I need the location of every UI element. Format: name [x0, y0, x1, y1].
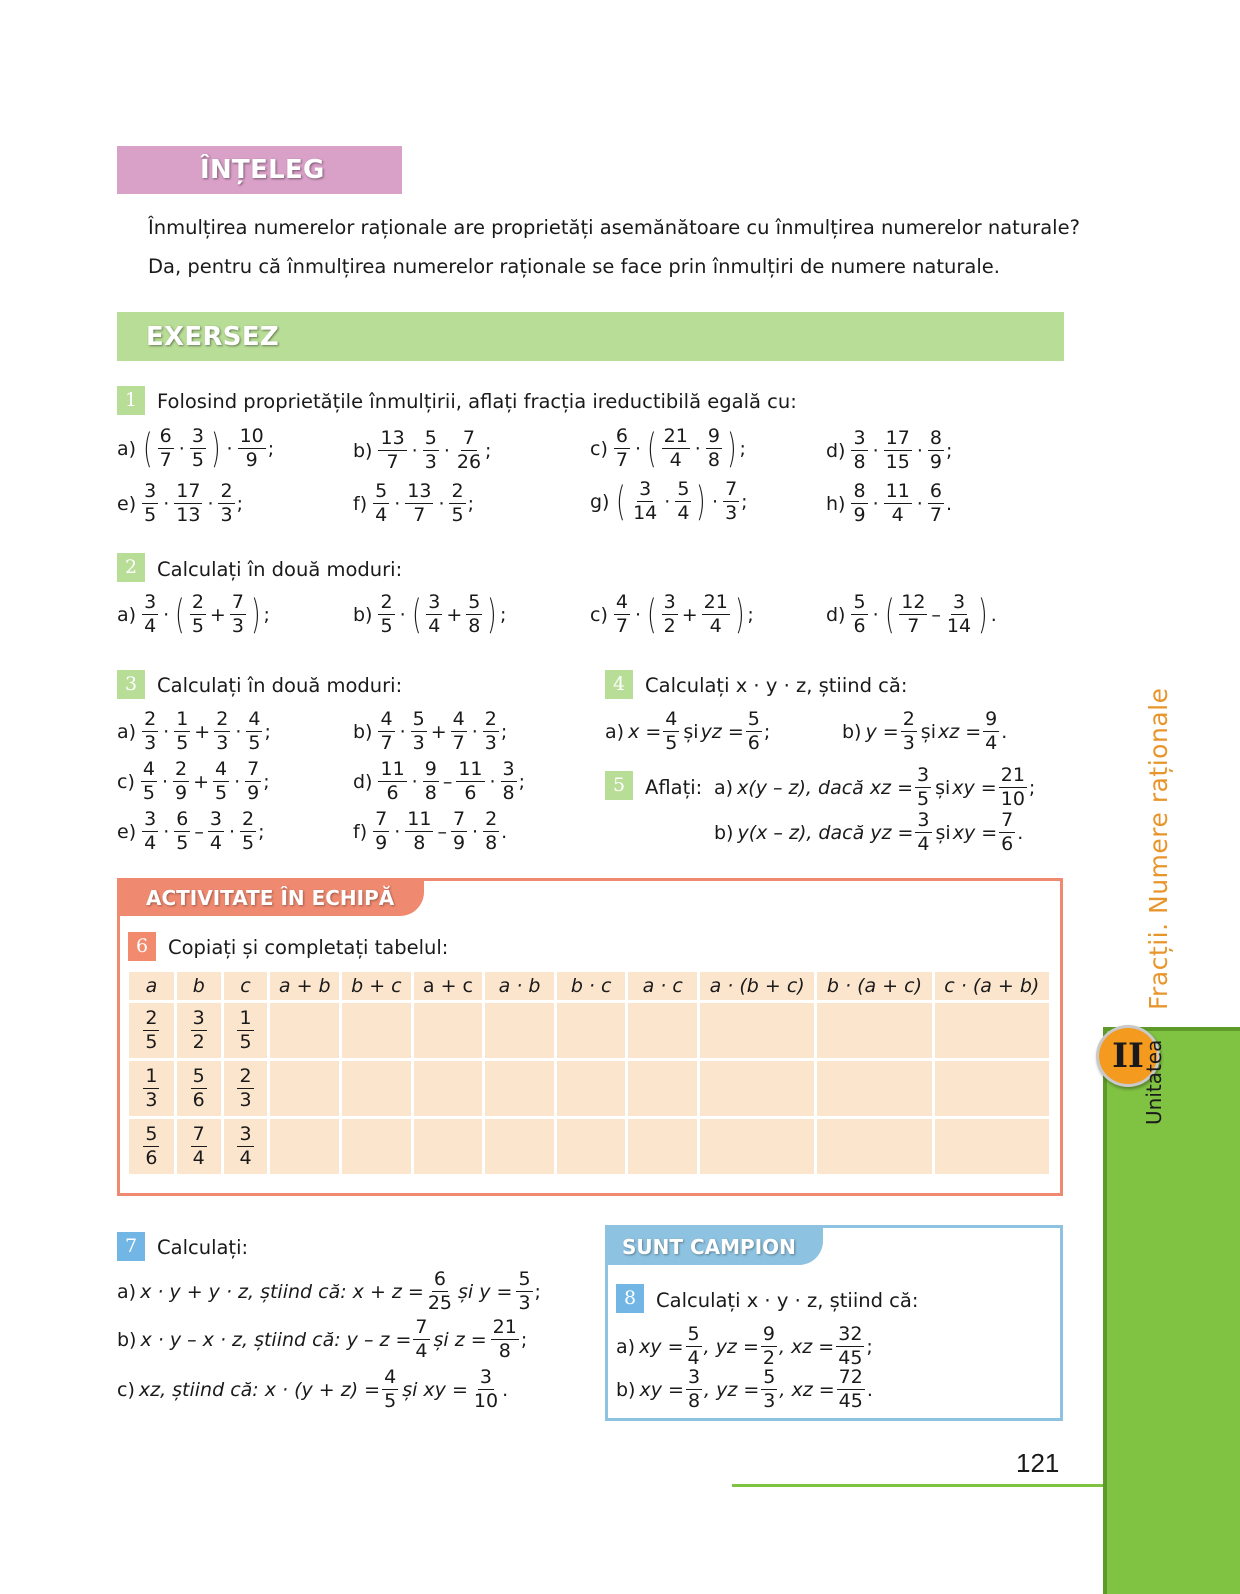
fraction: $\frac{3}{4}$	[209, 808, 222, 854]
table-cell-empty	[414, 1119, 483, 1174]
fraction: $\frac{5}{8}$	[468, 591, 481, 637]
inteleg-paragraph-1: Înmulțirea numerelor raționale are proprietăți asemănătoare cu înmulțirea numerelor naturale?	[148, 216, 1080, 239]
exercise-1e: e) $\frac{3}{5}$ · $\frac{17}{13}$ · $\frac{2}{3}$ ;	[117, 480, 243, 526]
item-label: a)	[117, 1280, 137, 1303]
paren-close: )	[727, 425, 737, 472]
table-cell-empty	[485, 1061, 554, 1116]
page-number: 121	[1016, 1448, 1060, 1478]
exercise-2-number: 2	[117, 553, 145, 582]
fraction: $\frac{11}{4}$	[885, 480, 910, 526]
paren-open: (	[647, 425, 657, 472]
exercise-4b: b) y = $\frac{2}{3}$ și xz = $\frac{9}{4}$ .	[842, 708, 1008, 754]
table-header-cell: b	[177, 972, 221, 1000]
fraction: $\frac{5}{3}$	[424, 427, 437, 473]
fraction: $\frac{4}{5}$	[248, 708, 261, 754]
paren-open: (	[884, 591, 895, 638]
table-cell-empty	[628, 1061, 697, 1116]
table-header-cell: a + b	[270, 972, 339, 1000]
exercise-2c: c) $\frac{4}{7}$ · ( $\frac{3}{2}$ + $\frac{21}{4}$ ) ;	[590, 591, 754, 638]
fraction: $\frac{5}{3}$	[518, 1268, 531, 1314]
fraction: $\frac{3}{8}$	[853, 427, 866, 473]
fraction: $\frac{5}{6}$	[853, 591, 866, 637]
item-label: b)	[117, 1328, 137, 1351]
table-cell: $\frac{1}{3}$	[129, 1061, 174, 1116]
table-cell-empty	[557, 1061, 626, 1116]
table-header-cell: a	[129, 972, 174, 1000]
paren-open: (	[175, 591, 185, 638]
fraction: $\frac{3}{8}$	[687, 1366, 701, 1412]
sidebar-title: Fracții. Numere raționale	[1144, 687, 1173, 1010]
fraction: $\frac{3}{2}$	[663, 591, 676, 637]
exercise-1h: h) $\frac{8}{9}$ · $\frac{11}{4}$ · $\frac{6}{7}$ .	[826, 480, 952, 526]
fraction: $\frac{2}{5}$	[451, 480, 464, 526]
table-cell-empty	[414, 1003, 483, 1058]
exercise-2-statement: Calculați în două moduri:	[157, 558, 403, 581]
fraction: $\frac{4}{7}$	[452, 708, 465, 754]
exersez-title: EXERSEZ	[146, 322, 280, 352]
fraction: $\frac{7}{9}$	[247, 758, 260, 804]
table-header-cell: a · b	[485, 972, 554, 1000]
paren-close: )	[487, 591, 497, 638]
fraction: $\frac{5}{4}$	[375, 480, 388, 526]
exercise-1-statement: Folosind proprietățile înmulțirii, aflați fracția ireductibilă egală cu:	[157, 390, 797, 413]
fraction: $\frac{12}{7}$	[901, 591, 926, 637]
exercise-8-number: 8	[616, 1284, 644, 1313]
fraction: $\frac{3}{4}$	[917, 809, 930, 855]
item-label: a)	[117, 603, 137, 626]
fraction: $\frac{4}{5}$	[665, 708, 678, 754]
item-label: c)	[590, 603, 608, 626]
exercise-1b: b) $\frac{13}{7}$ · $\frac{5}{3}$ · $\frac{7}{26}$ ;	[353, 427, 492, 473]
fraction: $\frac{21}{4}$	[703, 591, 728, 637]
exercise-1g: g) ( $\frac{3}{14}$ · $\frac{5}{4}$ ) · $\frac{7}{3}$ ;	[590, 478, 748, 525]
exercise-3d: d) $\frac{11}{6}$ · $\frac{9}{8}$ – $\frac{11}{6}$ · $\frac{3}{8}$ ;	[353, 758, 526, 804]
fraction: $\frac{2}{9}$	[175, 758, 188, 804]
paren-close: )	[978, 591, 988, 638]
exercise-4-statement: Calculați x · y · z, știind că:	[645, 674, 908, 697]
table-cell-empty	[270, 1003, 339, 1058]
table-cell-empty	[557, 1003, 626, 1058]
table-cell-empty	[414, 1061, 483, 1116]
exercise-8a: a) xy = $\frac{5}{4}$ , yz = $\frac{9}{2}$ , xz = $\frac{32}{45}$ ;	[616, 1323, 873, 1369]
fraction: $\frac{21}{8}$	[492, 1316, 517, 1362]
item-label: b)	[353, 439, 373, 462]
fraction: $\frac{8}{9}$	[853, 480, 866, 526]
table-cell-empty	[700, 1003, 814, 1058]
fraction: $\frac{7}{4}$	[415, 1316, 428, 1362]
item-label: h)	[826, 492, 846, 515]
exercise-7c: c) xz, știind că: x · (y + z) = $\frac{4}{5}$ și xy = $\frac{3}{10}$ .	[117, 1366, 509, 1412]
table-cell-empty	[935, 1003, 1049, 1058]
sidebar-green-panel	[1103, 1027, 1240, 1594]
fraction: $\frac{4}{5}$	[142, 758, 155, 804]
unit-numeral: II	[1112, 1036, 1144, 1076]
fraction: $\frac{6}{7}$	[159, 425, 172, 471]
exercise-2d: d) $\frac{5}{6}$ · ( $\frac{12}{7}$ – $\frac{3}{14}$ ) .	[826, 591, 997, 638]
exercise-4a: a) x = $\frac{4}{5}$ și yz = $\frac{5}{6}$ ;	[605, 708, 771, 754]
table-cell-empty	[485, 1119, 554, 1174]
table-cell-empty	[628, 1003, 697, 1058]
table-cell-empty	[342, 1119, 411, 1174]
table-cell-empty	[270, 1119, 339, 1174]
exercise-7b: b) x · y – x · z, știind că: y – z = $\frac{7}{4}$ și z = $\frac{21}{8}$ ;	[117, 1316, 528, 1362]
fraction: $\frac{7}{3}$	[231, 591, 244, 637]
table-cell-empty	[817, 1119, 931, 1174]
item-label: a)	[714, 776, 734, 799]
item-label: f)	[353, 492, 368, 515]
item-label: d)	[826, 603, 846, 626]
fraction: $\frac{4}{5}$	[384, 1366, 397, 1412]
inteleg-title: ÎNȚELEG	[200, 155, 325, 185]
inteleg-paragraph-2: Da, pentru că înmulțirea numerelor raționale se face prin înmulțiri de numere naturale.	[148, 255, 1000, 278]
exercise-6-statement: Copiați și completați tabelul:	[168, 936, 449, 959]
item-label: b)	[353, 720, 373, 743]
item-label: d)	[353, 770, 373, 793]
item-label: a)	[117, 720, 137, 743]
table-cell: $\frac{1}{5}$	[224, 1003, 268, 1058]
fraction: $\frac{2}{3}$	[216, 708, 229, 754]
exercise-1-number: 1	[117, 386, 145, 415]
paren-open: (	[411, 591, 422, 638]
table-row	[129, 1119, 1049, 1174]
fraction: $\frac{3}{4}$	[428, 591, 441, 637]
fraction: $\frac{2}{5}$	[191, 591, 204, 637]
item-label: d)	[826, 439, 846, 462]
fraction: $\frac{3}{8}$	[502, 758, 515, 804]
table-cell: $\frac{3}{2}$	[177, 1003, 221, 1058]
table-cell: $\frac{3}{4}$	[224, 1119, 268, 1174]
exercise-5a: a) x(y – z), dacă xz = $\frac{3}{5}$ și xy = $\frac{21}{10}$ ;	[714, 764, 1036, 810]
exercise-4-number: 4	[605, 670, 633, 699]
fraction: $\frac{2}{5}$	[241, 808, 255, 854]
item-label: f)	[353, 820, 368, 843]
item-label: b)	[616, 1378, 636, 1401]
exercise-2a: a) $\frac{3}{4}$ · ( $\frac{2}{5}$ + $\frac{7}{3}$ ) ;	[117, 591, 270, 638]
paren-open: (	[647, 591, 657, 638]
table-header-cell: b · (a + c)	[817, 972, 931, 1000]
fraction: $\frac{3}{5}$	[144, 480, 157, 526]
table-cell-empty	[935, 1119, 1049, 1174]
fraction: $\frac{3}{5}$	[191, 425, 204, 471]
fraction: $\frac{7}{9}$	[452, 808, 466, 854]
exercise-1c: c) $\frac{6}{7}$ · ( $\frac{21}{4}$ · $\frac{9}{8}$ ) ;	[590, 425, 746, 472]
fraction: $\frac{2}{3}$	[144, 708, 157, 754]
fraction: $\frac{9}{8}$	[424, 758, 437, 804]
fraction: $\frac{9}{8}$	[707, 425, 720, 471]
fraction: $\frac{11}{6}$	[380, 758, 405, 804]
fraction: $\frac{5}{4}$	[687, 1323, 700, 1369]
paren-close: )	[734, 591, 745, 638]
fraction: $\frac{4}{5}$	[215, 758, 228, 804]
fraction: $\frac{3}{14}$	[946, 591, 972, 637]
exercise-3-statement: Calculați în două moduri:	[157, 674, 403, 697]
fraction: $\frac{6}{25}$	[427, 1268, 453, 1314]
paren-close: )	[211, 425, 221, 472]
fraction: $\frac{21}{4}$	[663, 425, 688, 471]
fraction: $\frac{7}{3}$	[725, 478, 738, 524]
table-header-cell: a + c	[414, 972, 483, 1000]
table-cell-empty	[700, 1061, 814, 1116]
table-row	[129, 1003, 1049, 1058]
exercise-6-number: 6	[128, 932, 156, 961]
exercise-3e: e) $\frac{3}{4}$ · $\frac{6}{5}$ – $\frac{3}{4}$ · $\frac{2}{5}$ ;	[117, 808, 265, 854]
fraction: $\frac{5}{6}$	[747, 708, 760, 754]
fraction: $\frac{8}{9}$	[929, 427, 942, 473]
fraction: $\frac{3}{14}$	[633, 478, 658, 524]
fraction: $\frac{7}{9}$	[375, 808, 388, 854]
item-label: a)	[605, 720, 625, 743]
item-label: g)	[590, 490, 610, 513]
fraction: $\frac{13}{7}$	[407, 480, 432, 526]
item-label: b)	[842, 720, 862, 743]
table-cell-empty	[817, 1003, 931, 1058]
item-label: a)	[616, 1335, 636, 1358]
table-cell: $\frac{5}{6}$	[129, 1119, 174, 1174]
table-cell: $\frac{7}{4}$	[177, 1119, 221, 1174]
table-cell-empty	[935, 1061, 1049, 1116]
table-header-cell: b + c	[342, 972, 411, 1000]
fraction: $\frac{6}{5}$	[176, 808, 189, 854]
table-header-cell: c	[224, 972, 268, 1000]
exercise-3a: a) $\frac{2}{3}$ · $\frac{1}{5}$ + $\frac{2}{3}$ · $\frac{4}{5}$ ;	[117, 708, 271, 754]
fraction: $\frac{5}{3}$	[412, 708, 425, 754]
table-row	[129, 1061, 1049, 1116]
fraction: $\frac{7}{6}$	[1001, 809, 1014, 855]
exercise-7a: a) x · y + y · z, știind că: x + z = $\frac{6}{25}$ și y = $\frac{5}{3}$ ;	[117, 1268, 541, 1314]
table-cell: $\frac{5}{6}$	[177, 1061, 221, 1116]
exercise-8b: b) xy = $\frac{3}{8}$ , yz = $\frac{5}{3}$ , xz = $\frac{72}{45}$ .	[616, 1366, 873, 1412]
table-cell-empty	[557, 1119, 626, 1174]
table-header-cell: b · c	[557, 972, 626, 1000]
completion-table	[126, 969, 1052, 1177]
exercise-1d: d) $\frac{3}{8}$ · $\frac{17}{15}$ · $\frac{8}{9}$ ;	[826, 427, 953, 473]
exercise-3b: b) $\frac{4}{7}$ · $\frac{5}{3}$ + $\frac{4}{7}$ · $\frac{2}{3}$ ;	[353, 708, 508, 754]
paren-open: (	[616, 478, 626, 525]
item-label: a)	[117, 437, 137, 460]
sidebar-unitatea-label: Unitatea	[1142, 1039, 1166, 1125]
fraction: $\frac{6}{7}$	[615, 425, 628, 471]
item-label: e)	[117, 820, 137, 843]
paren-close: )	[696, 478, 706, 525]
fraction: $\frac{2}{5}$	[380, 591, 393, 637]
table-cell-empty	[342, 1003, 411, 1058]
table-cell-empty	[628, 1119, 697, 1174]
table-cell-empty	[700, 1119, 814, 1174]
item-label: e)	[117, 492, 137, 515]
fraction: $\frac{32}{45}$	[838, 1323, 863, 1369]
table-cell-empty	[342, 1061, 411, 1116]
campion-title: SUNT CAMPION	[622, 1235, 796, 1259]
activitate-title: ACTIVITATE ÎN ECHIPĂ	[146, 886, 395, 910]
fraction: $\frac{13}{7}$	[380, 427, 405, 473]
exercise-2b: b) $\frac{2}{5}$ · ( $\frac{3}{4}$ + $\frac{5}{8}$ ) ;	[353, 591, 507, 638]
exercise-7-statement: Calculați:	[157, 1236, 249, 1259]
exercise-5-statement: Aflați:	[645, 776, 703, 799]
fraction: $\frac{4}{7}$	[380, 708, 393, 754]
fraction: $\frac{17}{13}$	[176, 480, 201, 526]
table-header-row	[129, 972, 1049, 1000]
fraction: $\frac{9}{2}$	[762, 1323, 775, 1369]
table-header-cell: a · c	[628, 972, 697, 1000]
fraction: $\frac{9}{4}$	[985, 708, 998, 754]
table-header-cell: c · (a + b)	[935, 972, 1049, 1000]
fraction: $\frac{11}{6}$	[458, 758, 483, 804]
fraction: $\frac{3}{4}$	[144, 808, 157, 854]
paren-close: )	[251, 591, 261, 638]
exercise-5b: b) y(x – z), dacă yz = $\frac{3}{4}$ și xy = $\frac{7}{6}$ .	[714, 809, 1024, 855]
item-label: c)	[590, 437, 608, 460]
table-cell: $\frac{2}{5}$	[129, 1003, 174, 1058]
fraction: $\frac{3}{5}$	[917, 764, 930, 810]
exercise-1a: a) ( $\frac{6}{7}$ · $\frac{3}{5}$ ) · $\frac{10}{9}$ ;	[117, 425, 275, 472]
fraction: $\frac{10}{9}$	[239, 425, 264, 471]
exercise-5-number: 5	[605, 771, 633, 800]
fraction: $\frac{5}{3}$	[763, 1366, 776, 1412]
fraction: $\frac{3}{4}$	[144, 591, 157, 637]
fraction: $\frac{6}{7}$	[929, 480, 942, 526]
exercise-7-number: 7	[117, 1232, 145, 1261]
fraction: $\frac{4}{7}$	[615, 591, 628, 637]
table-cell-empty	[485, 1003, 554, 1058]
fraction: $\frac{1}{5}$	[176, 708, 189, 754]
fraction: $\frac{7}{26}$	[456, 427, 482, 473]
fraction: $\frac{2}{3}$	[220, 480, 233, 526]
exercise-1f: f) $\frac{5}{4}$ · $\frac{13}{7}$ · $\frac{2}{5}$ ;	[353, 480, 474, 526]
table-cell: $\frac{2}{3}$	[224, 1061, 268, 1116]
item-label: b)	[353, 603, 373, 626]
fraction: $\frac{17}{15}$	[885, 427, 910, 473]
item-label: c)	[117, 1378, 135, 1401]
exercise-3-number: 3	[117, 670, 145, 699]
exercise-3c: c) $\frac{4}{5}$ · $\frac{2}{9}$ + $\frac{4}{5}$ · $\frac{7}{9}$ ;	[117, 758, 270, 804]
exercise-8-statement: Calculați x · y · z, știind că:	[656, 1289, 919, 1312]
fraction: $\frac{72}{45}$	[838, 1366, 863, 1412]
footer-rule	[732, 1484, 1104, 1487]
exercise-3f: f) $\frac{7}{9}$ · $\frac{11}{8}$ – $\frac{7}{9}$ · $\frac{2}{8}$ .	[353, 808, 508, 854]
fraction: $\frac{2}{8}$	[485, 808, 498, 854]
item-label: c)	[117, 770, 135, 793]
fraction: $\frac{3}{10}$	[473, 1366, 499, 1412]
table-header-cell: a · (b + c)	[700, 972, 814, 1000]
fraction: $\frac{5}{4}$	[677, 478, 690, 524]
item-label: b)	[714, 821, 734, 844]
paren-open: (	[143, 425, 153, 472]
table-cell-empty	[817, 1061, 931, 1116]
fraction: $\frac{21}{10}$	[1000, 764, 1025, 810]
fraction: $\frac{2}{3}$	[902, 708, 915, 754]
fraction: $\frac{2}{3}$	[484, 708, 497, 754]
table-cell-empty	[270, 1061, 339, 1116]
fraction: $\frac{11}{8}$	[407, 808, 432, 854]
